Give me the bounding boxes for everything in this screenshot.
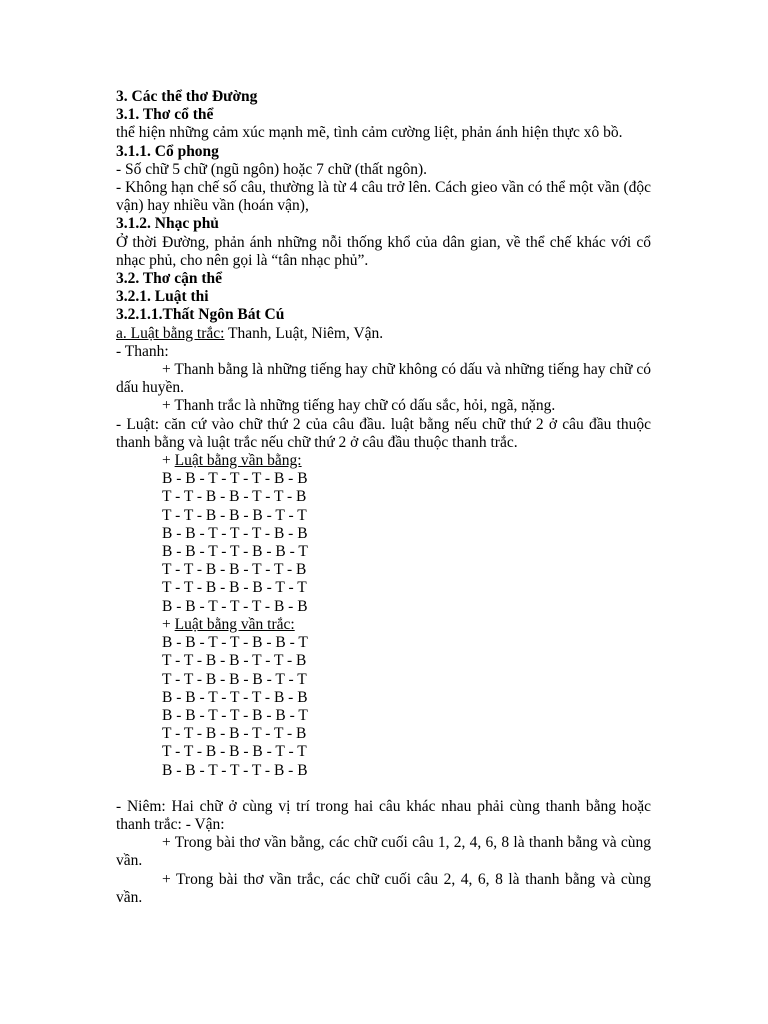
scheme-line: B - B - T - T - T - B - B <box>162 597 308 615</box>
luat-bang-trac-items: Thanh, Luật, Niêm, Vận. <box>224 324 384 342</box>
scheme-line: B - B - T - T - B - B - T <box>162 543 308 561</box>
heading-3-2: 3.2. Thơ cận thể <box>116 270 223 288</box>
scheme-line: T - T - B - B - T - T - B <box>162 725 307 743</box>
paragraph-3-1: thể hiện những cảm xúc mạnh mẽ, tình cảm cường liệt, phản ánh hiện thực xô bồ. <box>116 124 623 142</box>
scheme-line: B - B - T - T - B - B - T <box>162 634 308 652</box>
blank-line <box>116 780 651 798</box>
niem-paragraph: - Niêm: Hai chữ ở cùng vị trí trong hai câu khác nhau phải cùng thanh bằng hoặc thanh trắc: - Vận: <box>116 797 651 833</box>
scheme-line: T - T - B - B - B - T - T <box>162 579 307 597</box>
luat-bang-van-trac-scheme <box>116 634 651 780</box>
scheme-line: B - B - T - T - B - B - T <box>162 706 308 724</box>
thanh-label: - Thanh: <box>116 342 169 360</box>
paragraph-3-1-1-b: - Không hạn chế số câu, thường là từ 4 câu trở lên. Cách gieo vần có thể một vần (độc vận) hay nhiều vần (hoán vận), <box>116 179 651 215</box>
van-bang-paragraph: + Trong bài thơ vần bằng, các chữ cuối câu 1, 2, 4, 6, 8 là thanh bằng và cùng vần. <box>116 834 651 870</box>
scheme-line: T - T - B - B - B - T - T <box>162 743 307 761</box>
paragraph-3-1-2: Ở thời Đường, phản ánh những nỗi thống khổ của dân gian, về thể chế khác với cổ nhạc phủ, cho nên gọi là “tân nhạc phủ”. <box>116 233 651 269</box>
scheme-line: T - T - B - B - B - T - T <box>162 506 307 524</box>
scheme-line: T - T - B - B - B - T - T <box>162 670 307 688</box>
luat-bang-van-trac-title <box>116 616 651 634</box>
heading-3-1-1: 3.1.1. Cổ phong <box>116 142 219 160</box>
luat-bang-van-bang-label: Luật bằng vần bằng: <box>174 452 302 470</box>
heading-3-2-1-1: 3.2.1.1.Thất Ngôn Bát Cú <box>116 306 285 324</box>
luat-bang-trac-label: a. Luật bằng trắc: <box>116 324 225 342</box>
heading-3-2-1: 3.2.1. Luật thi <box>116 288 209 306</box>
scheme-line: B - B - T - T - T - B - B <box>162 688 308 706</box>
heading-3-1: 3.1. Thơ cổ thể <box>116 106 214 124</box>
bullet-plus: + <box>162 452 175 470</box>
luat-paragraph: - Luật: căn cứ vào chữ thứ 2 của câu đầu. luật bằng nếu chữ thứ 2 ở câu đầu thuộc thanh bằng và luật trắc nếu chữ thứ 2 ở câu đầu thuộc thanh trắc. <box>116 415 651 451</box>
scheme-line: T - T - B - B - T - T - B <box>162 561 307 579</box>
scheme-line: T - T - B - B - T - T - B <box>162 488 307 506</box>
luat-bang-van-bang-title <box>116 452 651 470</box>
paragraph-3-1-1-a: - Số chữ 5 chữ (ngũ ngôn) hoặc 7 chữ (thất ngôn). <box>116 160 428 178</box>
document-body <box>116 88 651 907</box>
thanh-trac-paragraph: + Thanh trắc là những tiếng hay chữ có dấu sắc, hỏi, ngã, nặng. <box>162 397 556 415</box>
thanh-bang-paragraph: + Thanh bằng là những tiếng hay chữ không có dấu và những tiếng hay chữ có dấu huyền. <box>116 361 651 397</box>
heading-3-1-2: 3.1.2. Nhạc phủ <box>116 215 219 233</box>
scheme-line: B - B - T - T - T - B - B <box>162 470 308 488</box>
scheme-line: B - B - T - T - T - B - B <box>162 524 308 542</box>
scheme-line: B - B - T - T - T - B - B <box>162 761 308 779</box>
van-trac-paragraph: + Trong bài thơ vần trắc, các chữ cuối câu 2, 4, 6, 8 là thanh bằng và cùng vần. <box>116 870 651 906</box>
scheme-line: T - T - B - B - T - T - B <box>162 652 307 670</box>
heading-3: 3. Các thể thơ Đường <box>116 88 258 105</box>
luat-bang-van-bang-scheme <box>116 470 651 616</box>
luat-bang-trac-line <box>116 325 651 343</box>
luat-bang-van-trac-label: Luật bằng vần trắc: <box>174 615 295 633</box>
bullet-plus: + <box>162 615 175 633</box>
